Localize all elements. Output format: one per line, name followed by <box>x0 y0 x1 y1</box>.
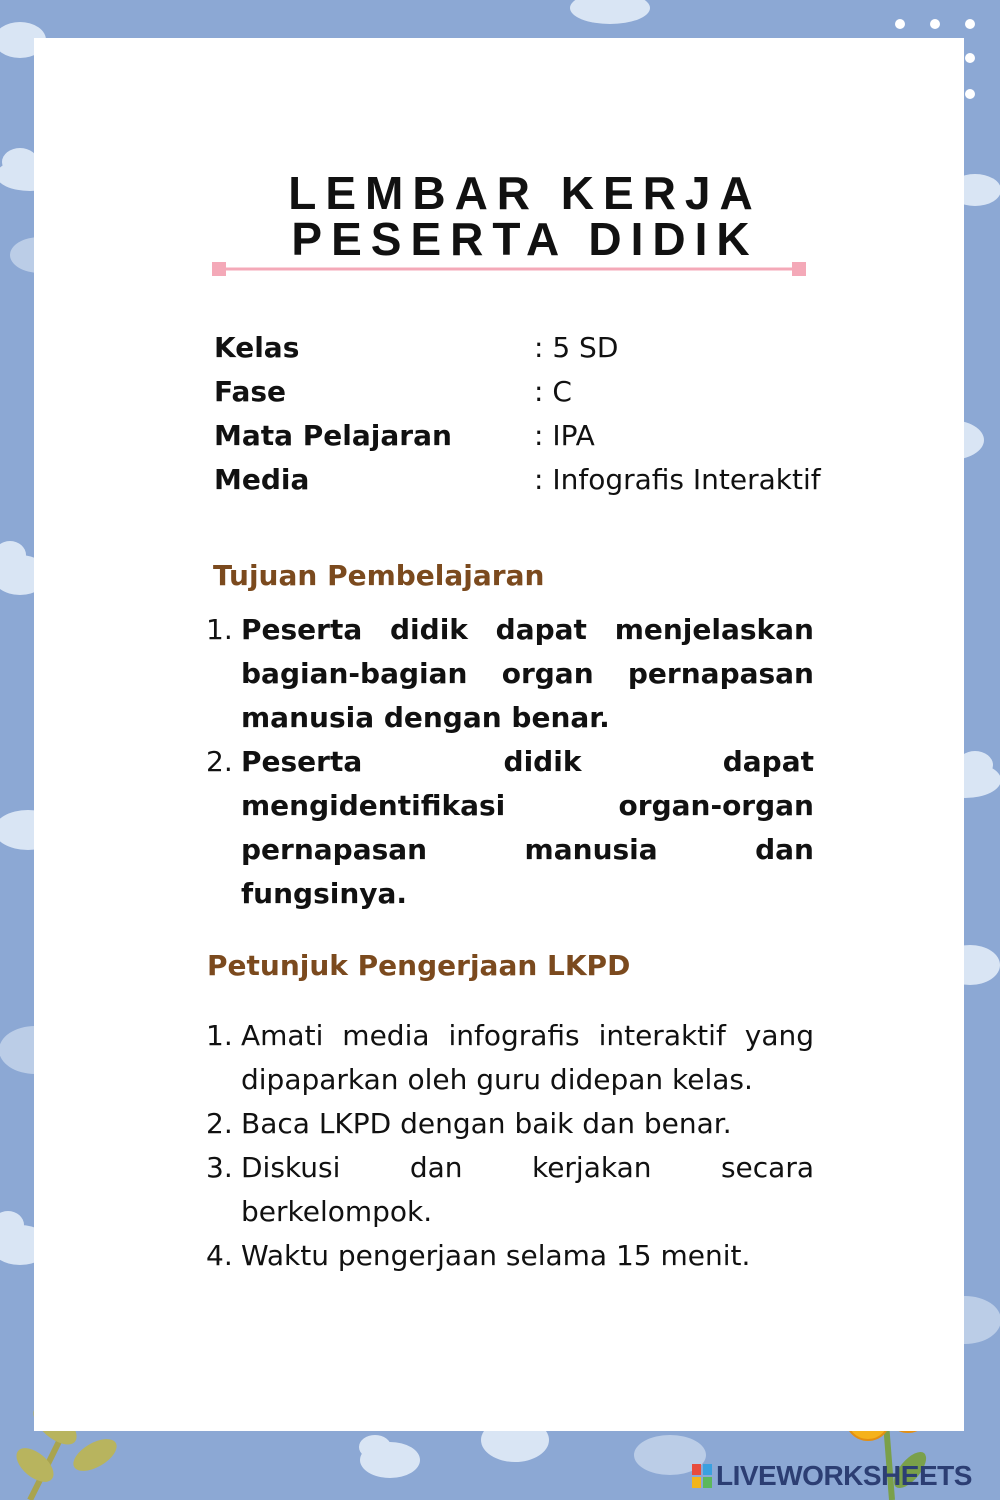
list-number: 2. <box>206 1107 233 1140</box>
list-item <box>206 1102 814 1146</box>
list-item <box>206 1014 814 1102</box>
info-value: : 5 SD <box>534 331 619 364</box>
list-number: 3. <box>206 1151 233 1184</box>
list-text: Waktu pengerjaan selama 15 menit. <box>241 1239 751 1272</box>
cloud-icon <box>359 1435 420 1478</box>
list-item <box>206 740 814 916</box>
list-item <box>206 1234 814 1278</box>
list-number: 2. <box>206 745 233 778</box>
info-label: Mata Pelajaran <box>214 419 452 452</box>
tujuan-heading: Tujuan Pembelajaran <box>213 559 545 592</box>
petunjuk-heading: Petunjuk Pengerjaan LKPD <box>207 949 631 982</box>
info-label: Media <box>214 463 310 496</box>
info-value: : C <box>534 375 572 408</box>
title-line-1: LEMBAR KERJA <box>288 167 762 219</box>
title-underline <box>212 261 808 277</box>
liveworksheets-logo-icon <box>692 1464 712 1488</box>
list-item <box>206 608 814 740</box>
list-text: Baca LKPD dengan baik dan benar. <box>241 1107 732 1140</box>
list-number: 1. <box>206 1019 233 1052</box>
cloud-icon <box>570 0 650 24</box>
title-line-2: PESERTA DIDIK <box>291 213 759 265</box>
list-number: 1. <box>206 613 233 646</box>
liveworksheets-logo-link[interactable] <box>692 1458 992 1494</box>
brand-name: LIVEWORKSHEETS <box>716 1460 972 1491</box>
tujuan-list <box>206 608 814 916</box>
info-value: : IPA <box>534 419 595 452</box>
info-value: : Infografis Interaktif <box>534 463 821 496</box>
info-label: Fase <box>214 375 287 408</box>
list-text: Diskusi dan kerjakan secara berkelompok. <box>241 1151 814 1228</box>
list-number: 4. <box>206 1239 233 1272</box>
info-label: Kelas <box>214 331 300 364</box>
list-text: Peserta didik dapat mengidentifikasi organ-organ pernapasan manusia dan fungsinya. <box>241 745 814 910</box>
list-item <box>206 1146 814 1234</box>
list-text: Peserta didik dapat menjelaskan bagian-bagian organ pernapasan manusia dengan benar. <box>241 613 814 734</box>
page-title <box>0 167 1000 265</box>
petunjuk-list <box>206 1014 814 1278</box>
list-text: Amati media infografis interaktif yang dipaparkan oleh guru didepan kelas. <box>241 1019 814 1096</box>
